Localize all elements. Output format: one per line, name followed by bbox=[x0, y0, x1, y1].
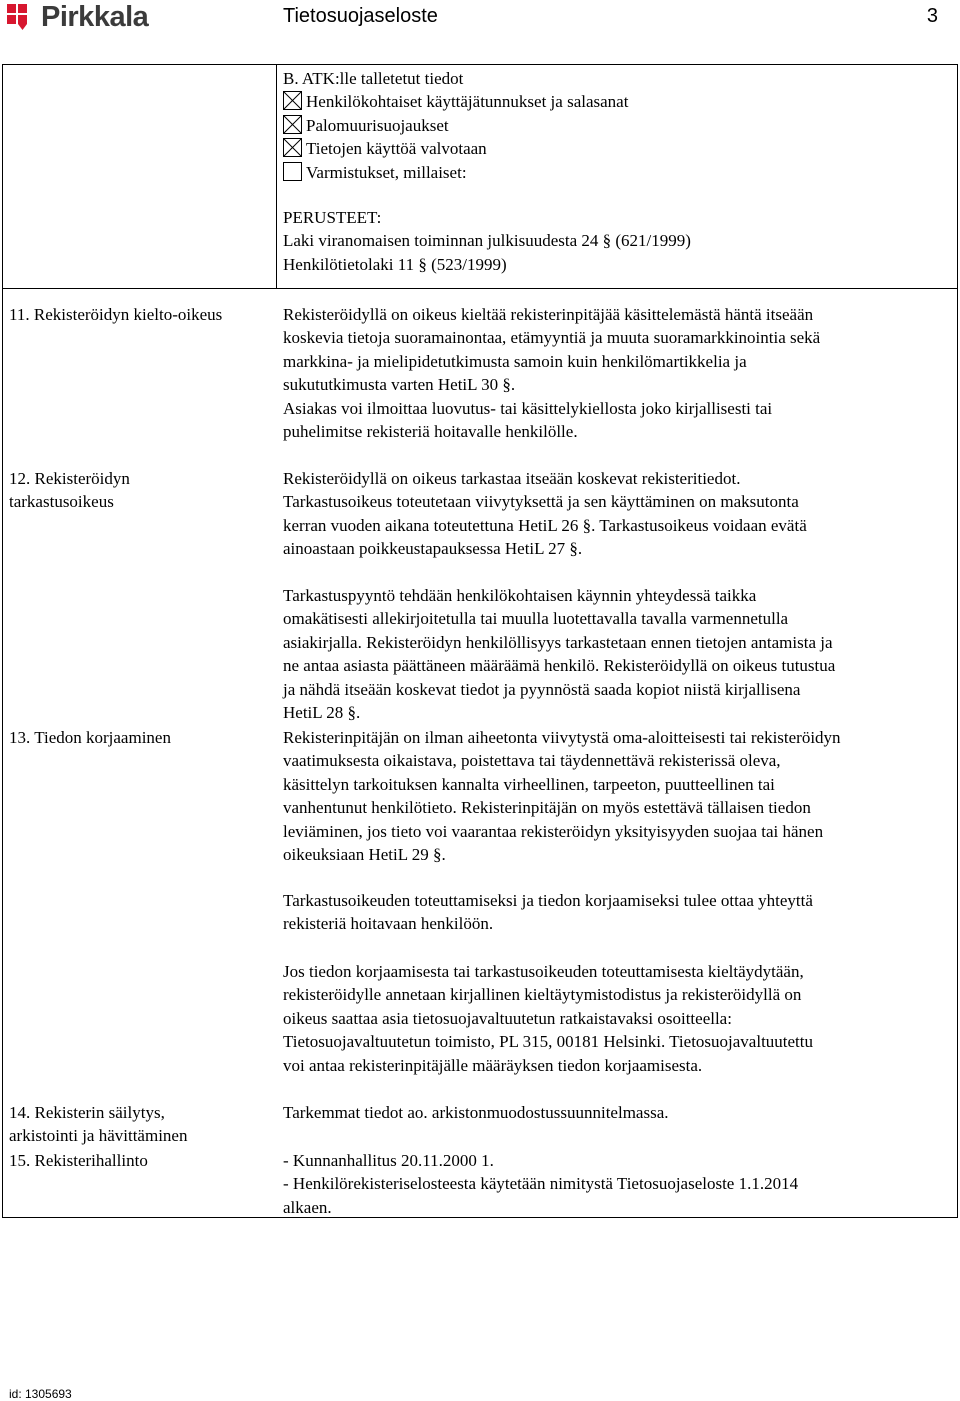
body-line: Tarkastusoikeuden toteuttamiseksi ja tiedon korjaamiseksi tulee ottaa yhteyttä bbox=[283, 891, 813, 910]
body-line: rekisteriä hoitavaan henkilöön. bbox=[283, 914, 494, 934]
checkbox-label: Henkilökohtaiset käyttäjätunnukset ja salasanat bbox=[306, 92, 629, 112]
section-15-body bbox=[283, 1149, 798, 1219]
body-line: oikeuksiaan HetiL 29 §. bbox=[283, 845, 446, 865]
section-14-body bbox=[283, 1101, 669, 1124]
section-12-label bbox=[9, 467, 130, 514]
body-line: leviäminen, jos tieto voi vaarantaa rekisteröidyn yksityisyyden suojaa tai hänen bbox=[283, 821, 824, 841]
body-line: käsittelyn tarkoituksen kannalta virheellinen, tarpeeton, puutteellinen tai bbox=[283, 774, 775, 794]
checkbox-checked-icon[interactable] bbox=[283, 138, 302, 157]
page-number: 3 bbox=[926, 5, 938, 27]
section-12-body-a bbox=[283, 467, 807, 561]
document-title: Tietosuojaseloste bbox=[283, 5, 438, 27]
page-header bbox=[0, 0, 960, 34]
checkbox-checked-icon[interactable] bbox=[283, 115, 302, 134]
perusteet-line: Henkilötietolaki 11 § (523/1999) bbox=[283, 254, 507, 274]
checkbox-unchecked-icon[interactable] bbox=[283, 162, 302, 181]
body-line: asiakirjalla. Rekisteröidyn henkilöllisyys tarkastetaan ennen tietojen antamista ja bbox=[283, 632, 833, 652]
section-15-label bbox=[9, 1149, 148, 1172]
section-11-body bbox=[283, 303, 820, 443]
checkbox-row bbox=[283, 114, 628, 137]
perusteet-label: PERUSTEET: bbox=[283, 208, 382, 227]
body-line: ne antaa asiasta päättäneen määräämä henkilö. Rekisteröidyllä on oikeus tutustua bbox=[283, 656, 836, 676]
body-line: - Henkilörekisteriselosteesta käytetään nimitystä Tietosuojaseloste 1.1.2014 bbox=[283, 1174, 799, 1194]
body-line: omakätisesti allekirjoitetulla tai muulla luotettavalla tavalla varmennetulla bbox=[283, 609, 789, 629]
body-line: vanhentunut henkilötieto. Rekisterinpitäjän on myös estettävä tällaisen tiedon bbox=[283, 798, 811, 818]
checkbox-row bbox=[283, 137, 628, 160]
section-13-label bbox=[9, 726, 171, 749]
row-divider bbox=[2, 288, 958, 289]
section-13-body-b bbox=[283, 889, 813, 936]
section-11-label bbox=[9, 303, 222, 326]
pirkkala-logo bbox=[6, 2, 148, 32]
body-line: Tarkastuspyyntö tehdään henkilökohtaisen käynnin yhteydessä taikka bbox=[283, 586, 757, 605]
checkbox-label: Varmistukset, millaiset: bbox=[306, 162, 467, 182]
checkbox-label: Palomuurisuojaukset bbox=[306, 115, 449, 135]
section-13-body-a bbox=[283, 726, 841, 866]
atk-heading: B. ATK:lle talletetut tiedot bbox=[283, 69, 464, 88]
section-14-label bbox=[9, 1101, 187, 1148]
body-line: sukututkimusta varten HetiL 30 §. bbox=[283, 375, 516, 395]
body-line: Jos tiedon korjaamisesta tai tarkastusoikeuden toteuttamisesta kieltäydytään, bbox=[283, 962, 804, 981]
section-label-line: 14. Rekisterin säilytys, bbox=[9, 1103, 165, 1122]
body-line: puhelimitse rekisteriä hoitavalle henkilölle. bbox=[283, 422, 578, 442]
body-line: alkaen. bbox=[283, 1197, 332, 1217]
body-line: Rekisteröidyllä on oikeus kieltää rekisterinpitäjää käsittelemästä häntä itseään bbox=[283, 305, 814, 324]
document-id: id: 1305693 bbox=[9, 1387, 72, 1401]
body-line: vaatimuksesta oikaistava, poistettava tai täydennettävä rekisterissä oleva, bbox=[283, 751, 781, 771]
section-label-line: 11. Rekisteröidyn kielto-oikeus bbox=[9, 305, 223, 324]
body-line: Tietosuojavaltuutetun toimisto, PL 315, 00181 Helsinki. Tietosuojavaltuutettu bbox=[283, 1032, 814, 1052]
atk-section bbox=[283, 67, 628, 184]
body-line: Tarkastusoikeus toteutetaan viivytyksettä ja sen käyttäminen on maksutonta bbox=[283, 492, 799, 512]
logo-wordmark: Pirkkala bbox=[41, 1, 149, 33]
body-line: rekisteröidylle annetaan kirjallinen kieltäytymistodistus ja rekisteröidyllä on bbox=[283, 985, 802, 1005]
body-line: HetiL 28 §. bbox=[283, 703, 361, 723]
body-line: kerran vuoden aikana toteutettuna HetiL 26 §. Tarkastusoikeus voidaan evätä bbox=[283, 515, 807, 535]
checkbox-label: Tietojen käyttöä valvotaan bbox=[306, 139, 487, 159]
body-line: ainoastaan poikkeustapauksessa HetiL 27 §. bbox=[283, 539, 583, 559]
section-label-line: tarkastusoikeus bbox=[9, 492, 114, 512]
body-line: oikeus saattaa asia tietosuojavaltuutetun ratkaistavaksi osoitteella: bbox=[283, 1008, 732, 1028]
checkbox-row bbox=[283, 161, 628, 184]
body-line: - Kunnanhallitus 20.11.2000 1. bbox=[283, 1151, 494, 1170]
body-line: koskevia tietoja suoramainontaa, etämyyntiä ja muuta suoramarkkinointia sekä bbox=[283, 328, 821, 348]
body-line: ja nähdä itseään koskevat tiedot ja pyynnöstä saada kopiot niistä kirjallisena bbox=[283, 679, 801, 699]
section-label-line: 15. Rekisterihallinto bbox=[9, 1151, 148, 1170]
body-line: Rekisteröidyllä on oikeus tarkastaa itseään koskevat rekisteritiedot. bbox=[283, 469, 741, 488]
perusteet-block bbox=[283, 206, 691, 276]
column-divider bbox=[276, 64, 277, 288]
section-12-body-b bbox=[283, 584, 835, 724]
checkbox-checked-icon[interactable] bbox=[283, 91, 302, 110]
pirkkala-crest-icon bbox=[6, 2, 36, 32]
perusteet-line: Laki viranomaisen toiminnan julkisuudesta 24 § (621/1999) bbox=[283, 231, 691, 251]
checkbox-row bbox=[283, 90, 628, 113]
section-label-line: 13. Tiedon korjaaminen bbox=[9, 728, 171, 747]
body-line: Rekisterinpitäjän on ilman aiheetonta viivytystä oma-aloitteisesti tai rekisteröidyn bbox=[283, 728, 841, 747]
body-line: voi antaa rekisterinpitäjälle määräyksen tiedon korjaamisesta. bbox=[283, 1055, 703, 1075]
section-13-body-c bbox=[283, 960, 813, 1077]
body-line: Tarkemmat tiedot ao. arkistonmuodostussuunnitelmassa. bbox=[283, 1103, 669, 1122]
section-label-line: 12. Rekisteröidyn bbox=[9, 469, 130, 488]
body-line: Asiakas voi ilmoittaa luovutus- tai käsittelykiellosta joko kirjallisesti tai bbox=[283, 398, 773, 418]
body-line: markkina- ja mielipidetutkimusta samoin kuin henkilömartikkelia ja bbox=[283, 351, 747, 371]
section-label-line: arkistointi ja hävittäminen bbox=[9, 1126, 188, 1146]
